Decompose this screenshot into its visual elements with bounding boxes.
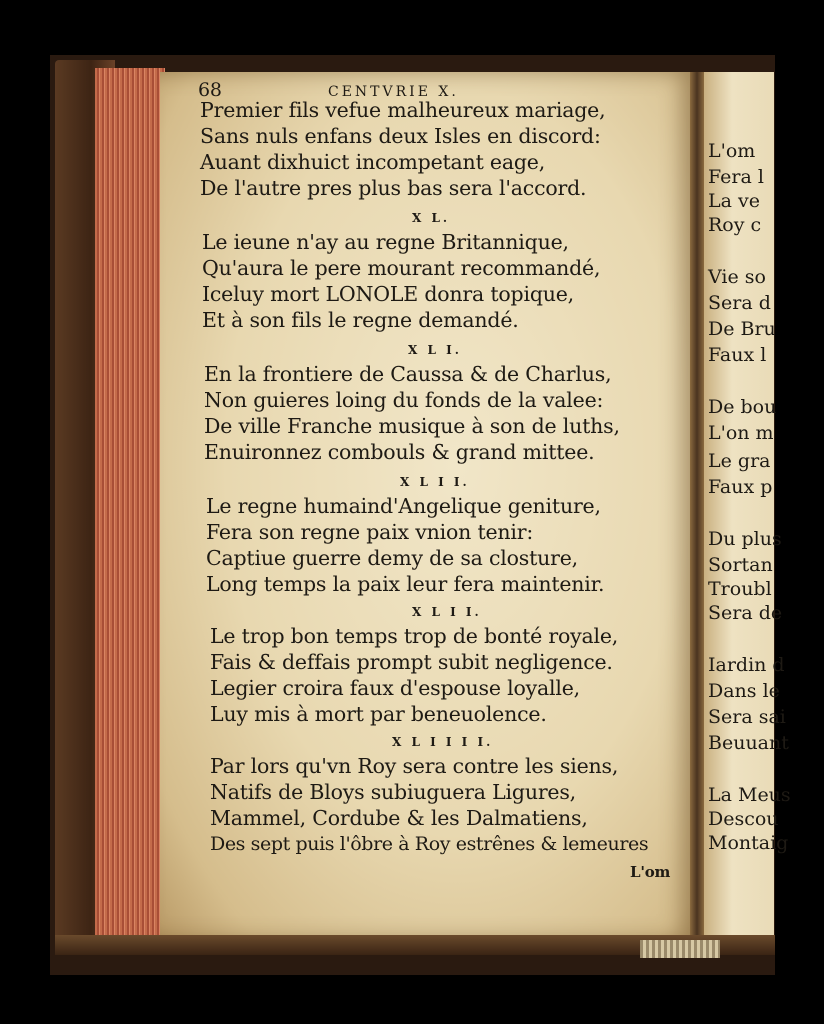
page-edges xyxy=(95,68,165,938)
fragment-line: Roy c xyxy=(708,214,762,236)
verse-line: Sans nuls enfans deux Isles en discord: xyxy=(200,124,601,148)
fragment-line: Sera de xyxy=(708,602,783,624)
verse-line: Et à son fils le regne demandé. xyxy=(202,308,519,332)
fragment-line: Descou xyxy=(708,808,779,830)
quatrain-numeral: X L I. xyxy=(408,343,462,357)
fragment-line: La Meus xyxy=(708,784,791,806)
verse-line: Qu'aura le pere mourant recommandé, xyxy=(202,256,601,280)
fragment-line: L'om xyxy=(708,140,756,162)
quatrain-numeral: X L I I. xyxy=(412,605,482,619)
fragment-line: Troubl xyxy=(708,578,772,600)
verse-line: Fais & deffais prompt subit negligence. xyxy=(210,650,613,674)
fragment-line: Montaig xyxy=(708,832,789,854)
fragment-line: Le gra xyxy=(708,450,771,472)
verse-line: Le trop bon temps trop de bonté royale, xyxy=(210,624,619,648)
fragment-line: De bou xyxy=(708,396,777,418)
verse-line: Par lors qu'vn Roy sera contre les siens, xyxy=(210,754,619,778)
verse-line: Non guieres loing du fonds de la valee: xyxy=(204,388,604,412)
fragment-line: Iardin d xyxy=(708,654,785,676)
verse-line: Iceluy mort LONOLE donra topique, xyxy=(202,282,574,306)
verse-line: Legier croira faux d'espouse loyalle, xyxy=(210,676,580,700)
verse-line: Long temps la paix leur fera maintenir. xyxy=(206,572,605,596)
verse-line: De ville Franche musique à son de luths, xyxy=(204,414,620,438)
fragment-line: Sortan xyxy=(708,554,773,576)
fragment-line: Sera sai xyxy=(708,706,786,728)
fragment-line: De Bru xyxy=(708,318,776,340)
fragment-line: La ve xyxy=(708,190,760,212)
verse-line: Captiue guerre demy de sa closture, xyxy=(206,546,578,570)
verse-line: Le regne humaind'Angelique geniture, xyxy=(206,494,601,518)
verse-line: Natifs de Bloys subiuguera Ligures, xyxy=(210,780,576,804)
quatrain-numeral: X L I I. xyxy=(400,475,470,489)
page-number: 68 xyxy=(198,79,222,101)
fragment-line: Faux l xyxy=(708,344,767,366)
verse-line: Auant dixhuict incompetant eage, xyxy=(200,150,546,174)
fragment-line: Dans le xyxy=(708,680,780,702)
quatrain-numeral: X L I I I I. xyxy=(392,735,494,749)
verse-line: Fera son regne paix vnion tenir: xyxy=(206,520,534,544)
verse-line: Le ieune n'ay au regne Britannique, xyxy=(202,230,569,254)
verse-line: En la frontiere de Caussa & de Charlus, xyxy=(204,362,612,386)
fragment-line: L'on m xyxy=(708,422,774,444)
book-gutter xyxy=(690,72,704,940)
running-title: CENTVRIE X. xyxy=(328,84,459,100)
verse-line: Enuironnez combouls & grand mittee. xyxy=(204,440,595,464)
fragment-line: Beuuant xyxy=(708,732,789,754)
fragment-line: Faux p xyxy=(708,476,773,498)
verse-line: De l'autre pres plus bas sera l'accord. xyxy=(200,176,587,200)
catchword: L'om xyxy=(630,863,671,881)
fragment-line: Fera l xyxy=(708,166,764,188)
fragment-line: Sera d xyxy=(708,292,771,314)
quatrain-numeral: X L. xyxy=(412,211,451,225)
fragment-line: Du plus xyxy=(708,528,782,550)
bookmark-ribbon xyxy=(640,940,720,958)
verse-line: Des sept puis l'ôbre à Roy estrênes & lemeures xyxy=(210,833,649,855)
verse-line: Luy mis à mort par beneuolence. xyxy=(210,702,547,726)
verse-line: Premier fils vefue malheureux mariage, xyxy=(200,98,606,122)
fragment-line: Vie so xyxy=(708,266,766,288)
verse-line: Mammel, Cordube & les Dalmatiens, xyxy=(210,806,588,830)
